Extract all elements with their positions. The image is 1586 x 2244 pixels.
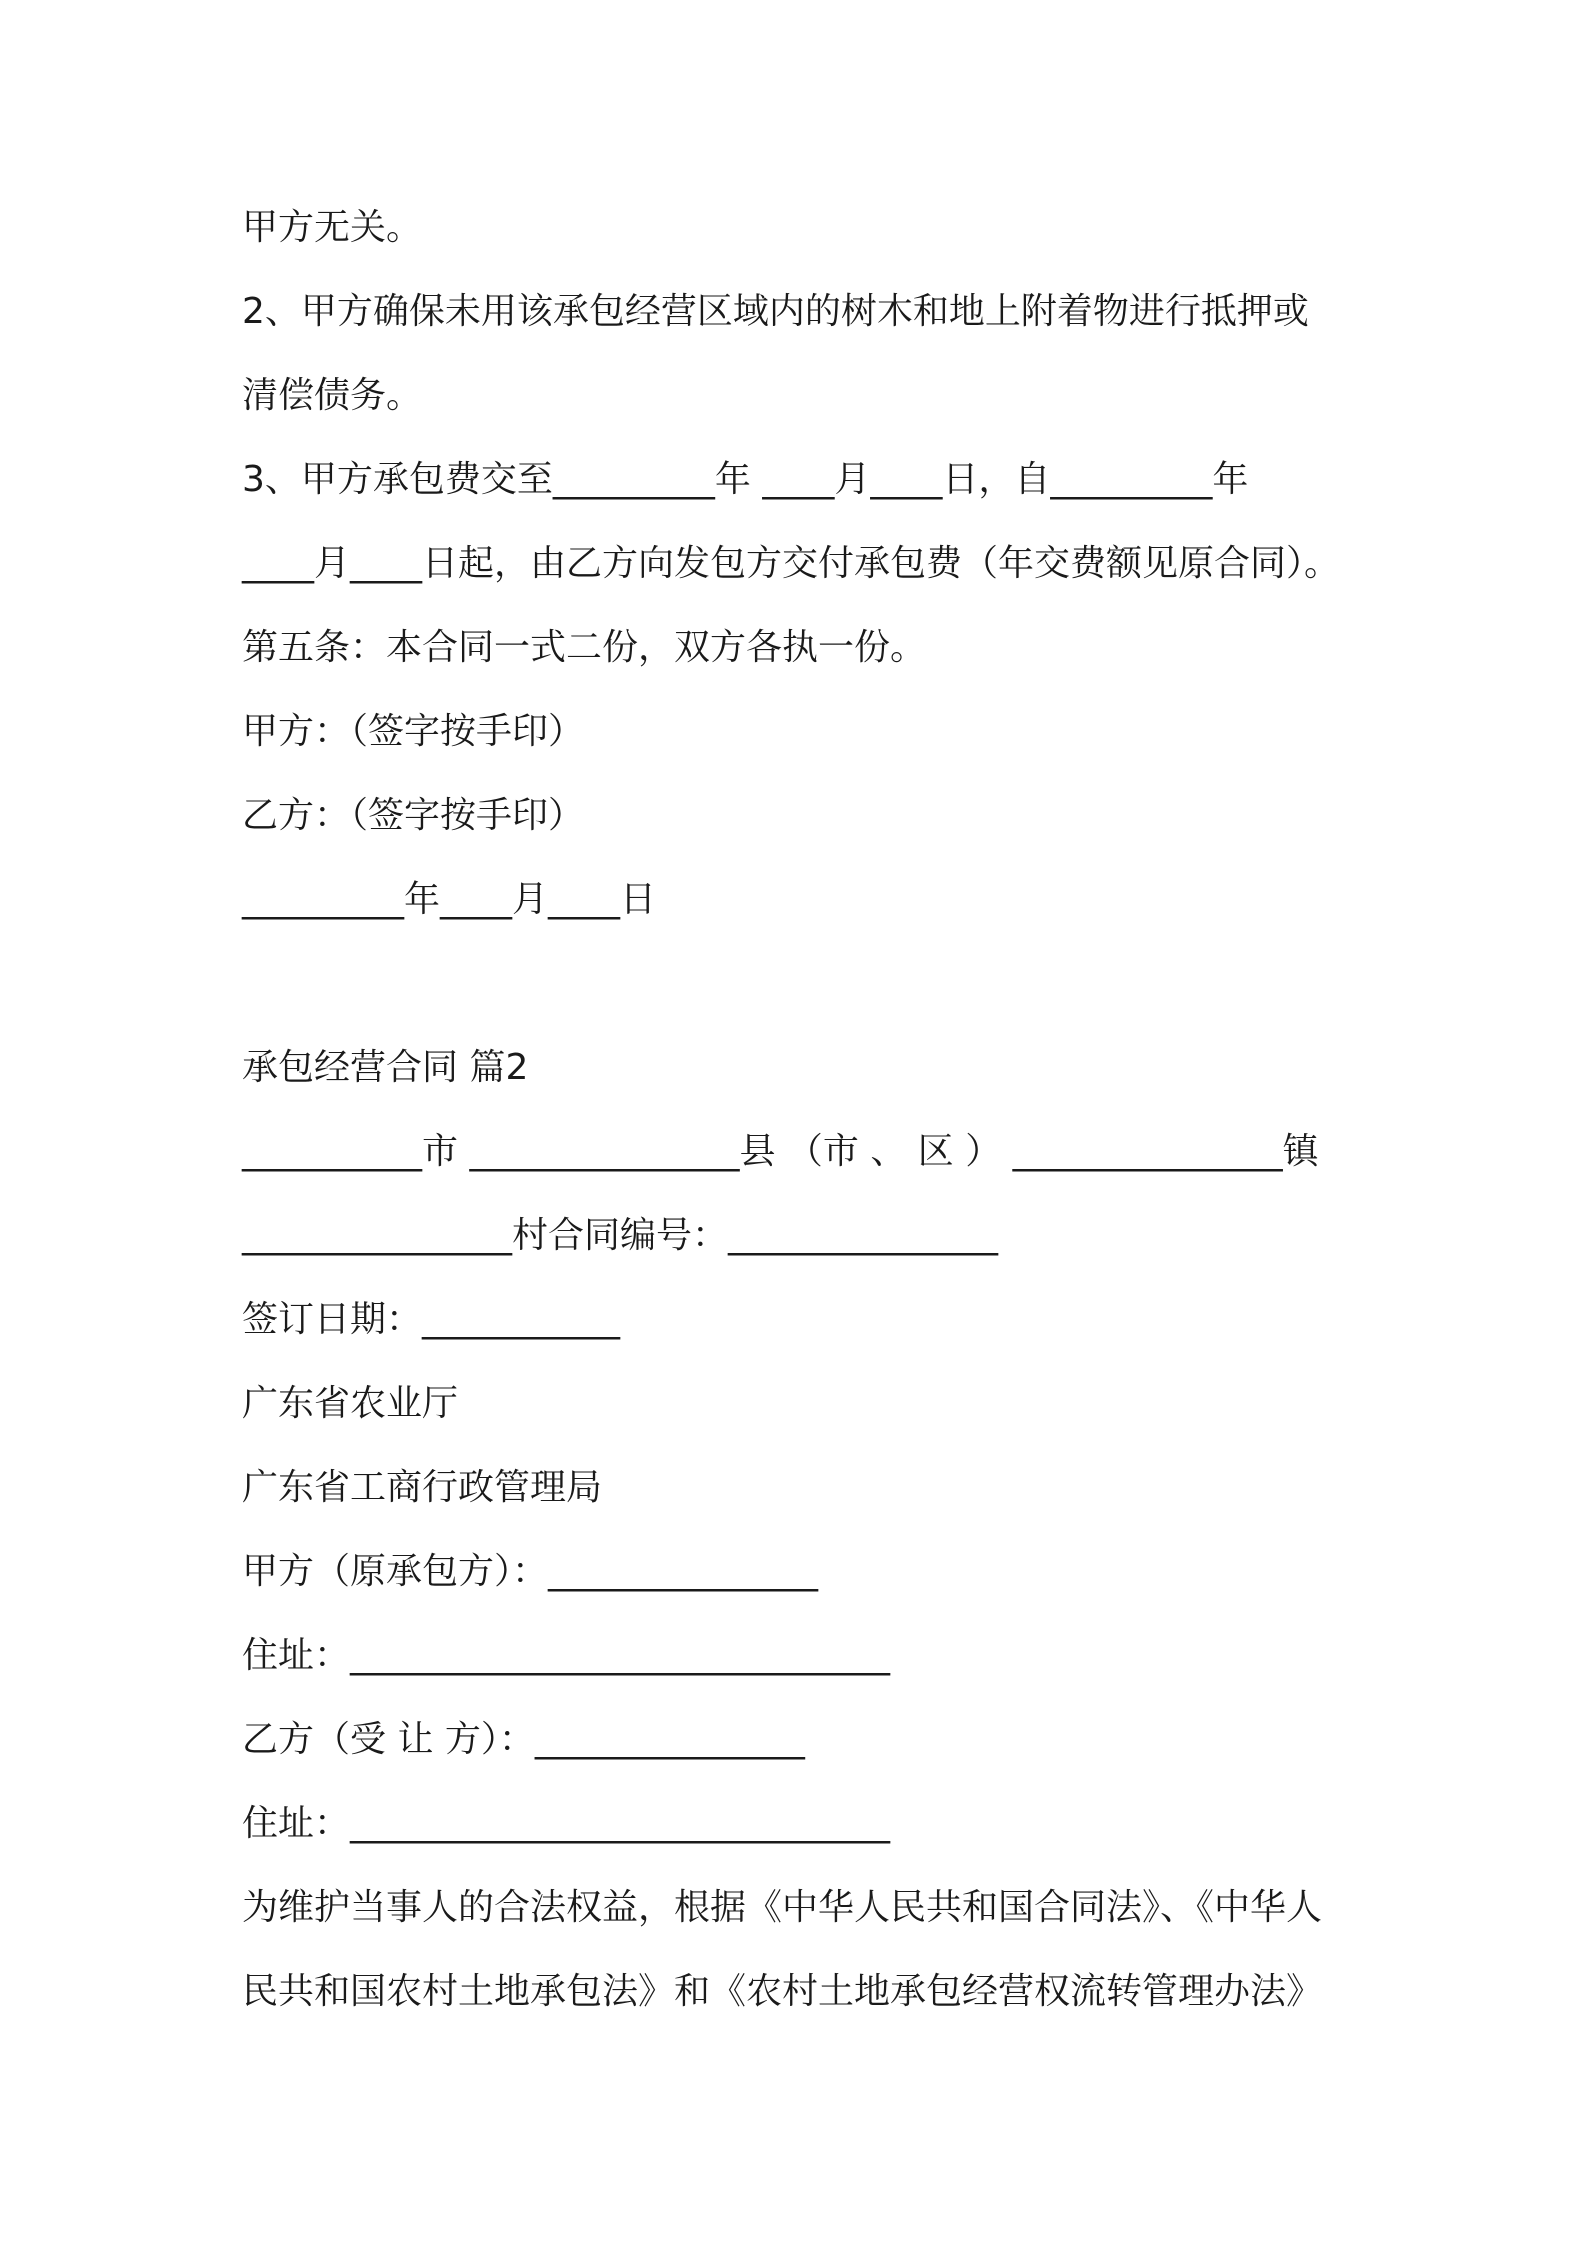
text-line: 第五条：本合同一式二份，双方各执一份。 — [242, 627, 927, 668]
date-line: _________年____月____日 — [242, 879, 656, 920]
text-line: 为维护当事人的合法权益，根据《中华人民共和国合同法》、《中华人 — [242, 1887, 1323, 1928]
text-line: __________市 _______________县 （市 、 区 ） _______________镇 — [242, 1131, 1319, 1172]
text-line: 2、甲方确保未用该承包经营区域内的树木和地上附着物进行抵押或 — [242, 291, 1309, 332]
text-line: 甲方（原承包方）：_______________ — [242, 1551, 819, 1592]
text-line: 住址：______________________________ — [242, 1803, 891, 1844]
text-line: 广东省农业厅 — [242, 1383, 459, 1424]
text-line: _______________村合同编号：_______________ — [242, 1215, 999, 1256]
signature-line-party-a: 甲方：（签字按手印） — [242, 711, 585, 752]
text-line: 乙方（受 让 方）：_______________ — [242, 1719, 805, 1760]
text-line: 广东省工商行政管理局 — [242, 1467, 603, 1508]
signature-line-party-b: 乙方：（签字按手印） — [242, 795, 585, 836]
text-line: 住址：______________________________ — [242, 1635, 891, 1676]
text-line: 3、甲方承包费交至_________年 ____月____日，自_________年 — [242, 459, 1249, 500]
text-line: 甲方无关。 — [242, 207, 423, 248]
section-title: 承包经营合同 篇2 — [242, 1047, 529, 1088]
text-line: 清偿债务。 — [242, 375, 423, 416]
text-line: ____月____日起，由乙方向发包方交付承包费（年交费额见原合同）。 — [242, 543, 1341, 584]
text-line: 民共和国农村土地承包法》和《农村土地承包经营权流转管理办法》 — [242, 1971, 1323, 2012]
text-line: 签订日期：___________ — [242, 1299, 621, 1340]
